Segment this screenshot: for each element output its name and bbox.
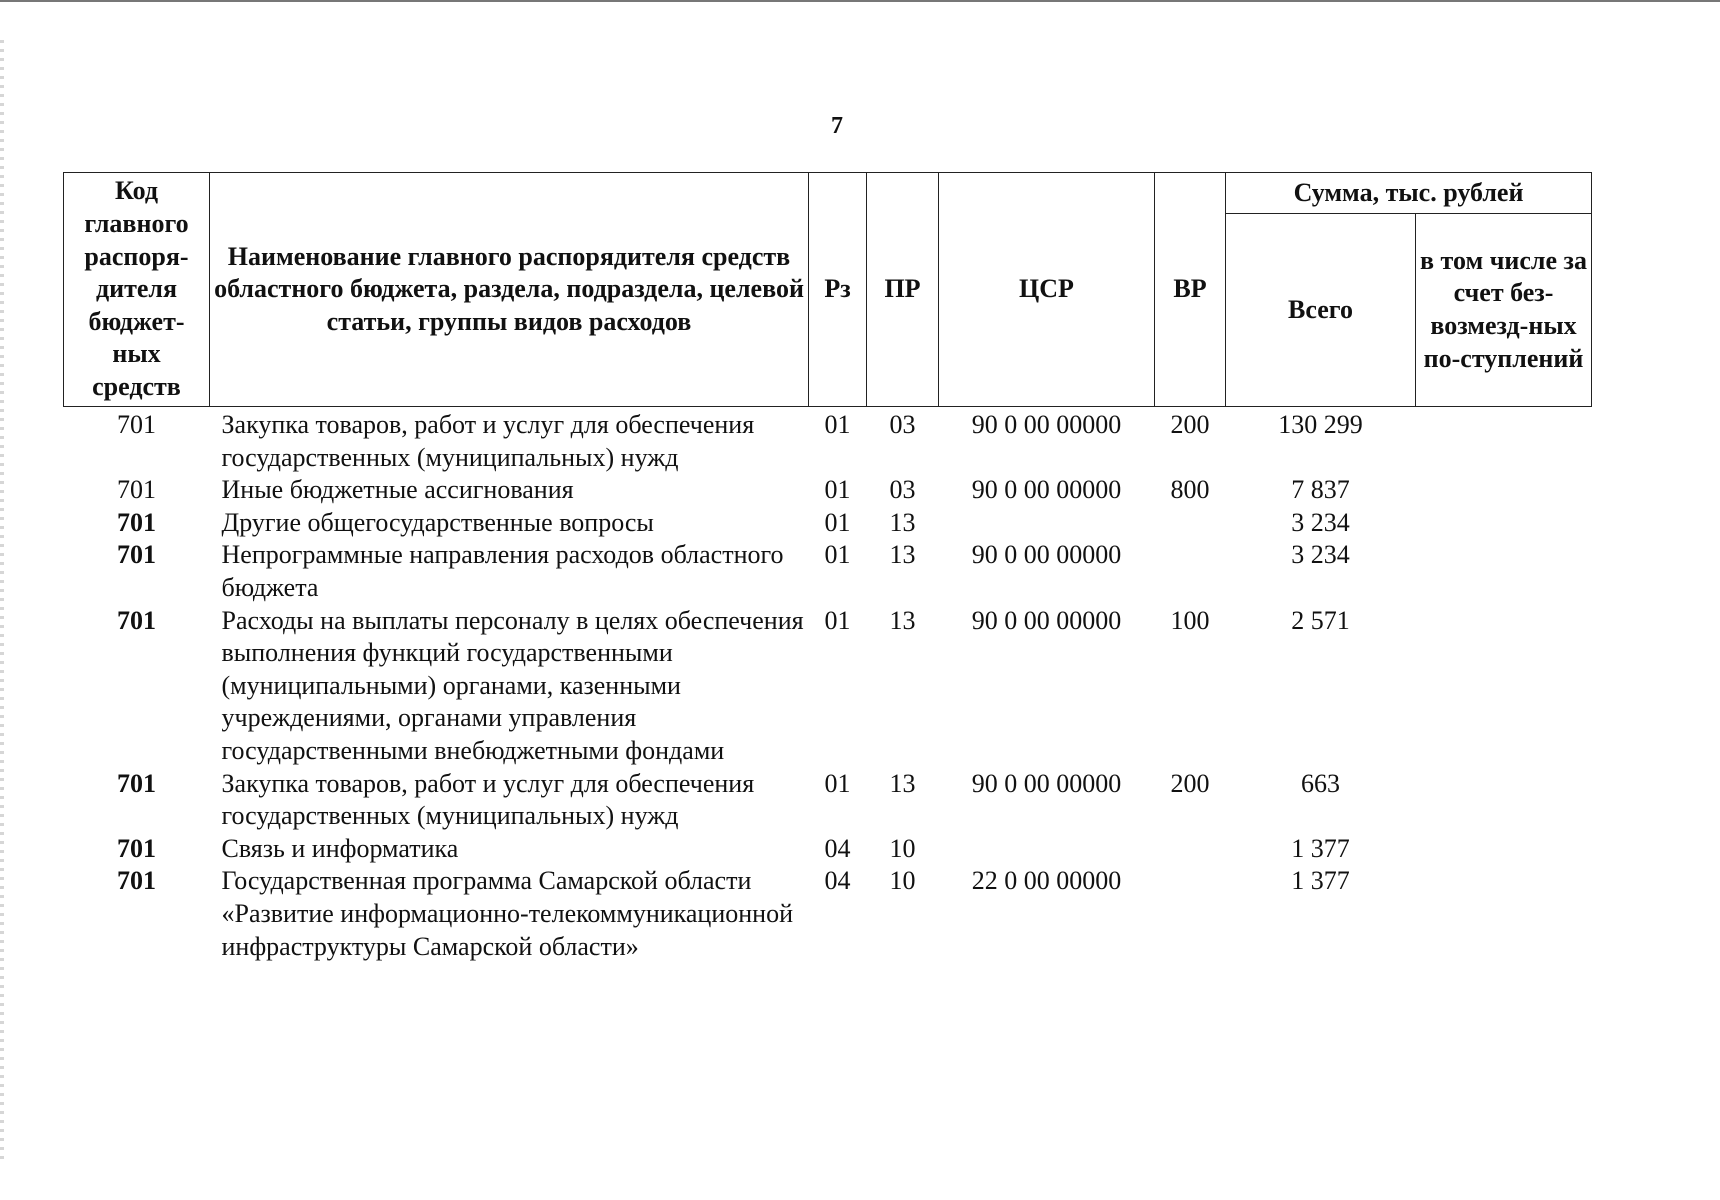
row-total: 3 234 xyxy=(1291,507,1350,537)
row-grants xyxy=(1416,768,1592,833)
row-code: 701 xyxy=(117,507,156,537)
row-code: 701 xyxy=(117,475,156,505)
row-total: 130 299 xyxy=(1226,407,1416,475)
row-vr xyxy=(1155,833,1226,866)
table-row xyxy=(64,407,1592,475)
row-grants xyxy=(1416,407,1592,475)
row-pr: 13 xyxy=(889,540,916,570)
row-rz: 01 xyxy=(824,605,851,635)
row-pr: 03 xyxy=(867,407,939,475)
row-total: 1 377 xyxy=(1291,833,1350,863)
table-row xyxy=(64,605,1592,768)
row-code: 701 xyxy=(117,540,156,570)
row-vr: 200 xyxy=(1155,407,1226,475)
table-row xyxy=(64,539,1592,604)
row-name: Закупка товаров, работ и услуг для обеспечения государственных (муниципальных) нужд xyxy=(221,768,755,831)
page-top-edge xyxy=(0,0,1720,2)
row-vr xyxy=(1155,507,1226,540)
table-body xyxy=(64,407,1592,964)
row-rz: 01 xyxy=(809,407,867,475)
row-pr: 03 xyxy=(889,475,916,505)
table-header xyxy=(64,173,1592,407)
row-grants xyxy=(1416,865,1592,963)
header-vr: ВР xyxy=(1155,173,1226,407)
row-vr xyxy=(1155,539,1226,604)
row-total: 663 xyxy=(1301,768,1340,798)
row-rz: 01 xyxy=(824,507,851,537)
row-pr: 10 xyxy=(889,866,916,896)
table-row xyxy=(64,768,1592,833)
row-csr xyxy=(939,507,1155,540)
row-name: Другие общегосударственные вопросы xyxy=(221,507,654,537)
row-grants xyxy=(1416,539,1592,604)
header-code: Код главного распоря-дителя бюджет-ных средств xyxy=(64,173,210,407)
row-name: Закупка товаров, работ и услуг для обеспечения государственных (муниципальных) нужд xyxy=(210,407,809,475)
budget-table xyxy=(63,172,1592,963)
row-csr: 90 0 00 00000 xyxy=(971,540,1122,570)
header-rz: Рз xyxy=(809,173,867,407)
header-name: Наименование главного распорядителя средств областного бюджета, раздела, подраздела, целевой статьи, группы видов расходов xyxy=(210,173,809,407)
row-total: 7 837 xyxy=(1291,475,1350,505)
header-csr: ЦСР xyxy=(939,173,1155,407)
row-code: 701 xyxy=(117,768,156,798)
row-total: 1 377 xyxy=(1291,866,1350,896)
row-code: 701 xyxy=(64,407,210,475)
header-pr: ПР xyxy=(867,173,939,407)
row-rz: 04 xyxy=(824,866,851,896)
row-rz: 04 xyxy=(824,833,851,863)
table-row xyxy=(64,833,1592,866)
row-csr: 90 0 00 00000 xyxy=(939,407,1155,475)
row-csr: 22 0 00 00000 xyxy=(971,866,1122,896)
row-vr: 800 xyxy=(1170,475,1210,505)
header-sum: Сумма, тыс. рублей xyxy=(1226,173,1592,214)
row-grants xyxy=(1416,605,1592,768)
row-pr: 10 xyxy=(889,833,916,863)
row-vr: 100 xyxy=(1170,605,1210,635)
row-name: Государственная программа Самарской области «Развитие информационно-телекоммуникационной инфраструктуры Самарской области» xyxy=(221,866,794,961)
row-csr: 90 0 00 00000 xyxy=(971,605,1122,635)
row-grants xyxy=(1416,507,1592,540)
row-csr xyxy=(939,833,1155,866)
header-total: Всего xyxy=(1226,214,1416,407)
row-pr: 13 xyxy=(889,768,916,798)
row-name: Иные бюджетные ассигнования xyxy=(221,475,574,505)
row-total: 2 571 xyxy=(1291,605,1350,635)
row-code: 701 xyxy=(117,866,156,896)
scan-left-edge xyxy=(0,40,4,1160)
row-rz: 01 xyxy=(824,475,851,505)
row-name: Связь и информатика xyxy=(221,833,459,863)
row-name: Расходы на выплаты персоналу в целях обеспечения выполнения функций государственными (муниципальными) органами, казенными учреждениями, органами управления государственными внебюджетными фондами xyxy=(221,605,804,765)
table-row xyxy=(64,474,1592,507)
row-pr: 13 xyxy=(889,605,916,635)
row-grants xyxy=(1416,474,1592,507)
row-vr: 200 xyxy=(1170,768,1210,798)
row-rz: 01 xyxy=(824,540,851,570)
table-row xyxy=(64,507,1592,540)
table-row xyxy=(64,865,1592,963)
row-total: 3 234 xyxy=(1291,540,1350,570)
row-name: Непрограммные направления расходов областного бюджета xyxy=(221,540,784,602)
header-grants: в том числе за счет без-возмезд-ных по-ступлений xyxy=(1416,214,1592,407)
row-csr: 90 0 00 00000 xyxy=(971,768,1122,798)
page-number: 7 xyxy=(831,113,843,139)
row-rz: 01 xyxy=(824,768,851,798)
row-grants xyxy=(1416,833,1592,866)
row-csr: 90 0 00 00000 xyxy=(971,475,1122,505)
row-code: 701 xyxy=(117,833,156,863)
row-code: 701 xyxy=(117,605,156,635)
row-vr xyxy=(1155,865,1226,963)
row-pr: 13 xyxy=(889,507,916,537)
